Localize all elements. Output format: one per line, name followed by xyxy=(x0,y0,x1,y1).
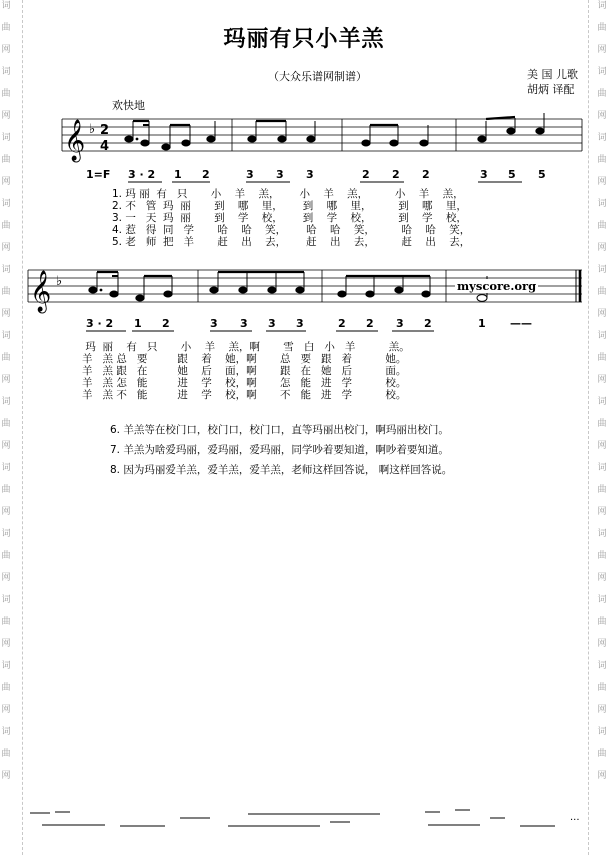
watermark-char: 曲 xyxy=(597,419,607,429)
watermark-char: 网 xyxy=(597,705,607,715)
watermark-char: 网 xyxy=(1,639,11,649)
lyric-line: 3. 一 天 玛 丽 到 学 校， 到 学 校， 到 学 校， xyxy=(112,212,467,224)
arranger-credit: 胡炳 译配 xyxy=(527,83,575,96)
page-continuation-mark: ... xyxy=(570,812,580,823)
flat-icon: ♭ xyxy=(56,274,63,289)
watermark-char: 网 xyxy=(597,45,607,55)
lyric-line: 5. 老 师 把 羊 赶 出 去， 赶 出 去， 赶 出 去， xyxy=(112,236,471,248)
jianpu-note: 3 xyxy=(480,168,488,181)
jianpu-note: 1 xyxy=(478,317,486,330)
jianpu-note: 5 xyxy=(508,168,516,181)
watermark-char: 词 xyxy=(1,1,11,11)
lyric-line: 4. 惹 得 同 学 哈 哈 笑， 哈 哈 笑， 哈 哈 笑， xyxy=(112,224,471,236)
watermark-char: 曲 xyxy=(597,23,607,33)
watermark-char: 网 xyxy=(597,243,607,253)
watermark-char: 词 xyxy=(1,331,11,341)
watermark-char: 曲 xyxy=(1,419,11,429)
time-sig-bottom: 4 xyxy=(100,139,110,154)
watermark-char: 曲 xyxy=(1,749,11,759)
watermark-char: 词 xyxy=(1,463,11,473)
treble-clef-icon: 𝄞 xyxy=(64,120,86,161)
watermark-char: 网 xyxy=(1,111,11,121)
jianpu-note: 2 xyxy=(366,317,374,330)
verse-8: 8. 因为玛丽爱羊羔，爱羊羔，爱羊羔，老师这样回答说， 啊这样回答说。 xyxy=(110,464,453,476)
watermark-char: 词 xyxy=(597,661,607,671)
watermark-char: 网 xyxy=(1,705,11,715)
watermark-char: 词 xyxy=(597,199,607,209)
jianpu-note: 1 xyxy=(134,317,142,330)
watermark-char: 曲 xyxy=(1,485,11,495)
jianpu-note: 3 xyxy=(246,168,254,181)
jianpu-note: 5 xyxy=(538,168,546,181)
footer-marks xyxy=(30,810,555,826)
jianpu-note: 3 xyxy=(210,317,218,330)
watermark-char: 词 xyxy=(597,595,607,605)
watermark-char: 词 xyxy=(597,67,607,77)
watermark-char: 词 xyxy=(1,727,11,737)
watermark-char: 网 xyxy=(1,441,11,451)
watermark-char: 词 xyxy=(597,463,607,473)
watermark-char: 曲 xyxy=(597,89,607,99)
lyric-line: 羊 羔 不 能 进 学 校，啊 不 能 进 学 校。 xyxy=(82,389,407,401)
watermark-char: 词 xyxy=(1,265,11,275)
watermark-char: 网 xyxy=(1,243,11,253)
jianpu-note: 1 xyxy=(174,168,182,181)
lyric-line: 羊 羔 怎 能 进 学 校，啊 怎 能 进 学 校。 xyxy=(82,377,407,389)
lyric-line: 羊 羔 总 要 跟 着 她，啊 总 要 跟 着 她。 xyxy=(82,353,407,365)
jianpu-note: 3 xyxy=(268,317,276,330)
jianpu-note: 2 xyxy=(162,317,170,330)
watermark-char: 词 xyxy=(1,661,11,671)
treble-clef-icon: 𝄞 xyxy=(30,271,52,312)
jianpu-note: 3 xyxy=(306,168,314,181)
watermark-char: 网 xyxy=(597,177,607,187)
watermark-char: 曲 xyxy=(1,155,11,165)
watermark-char: 曲 xyxy=(597,683,607,693)
watermark-char: 曲 xyxy=(597,155,607,165)
watermark-char: 网 xyxy=(1,507,11,517)
notes-row-2 xyxy=(89,272,487,301)
jianpu-note: 3 · 2 xyxy=(128,168,156,181)
watermark-char: 网 xyxy=(1,771,11,781)
jianpu-note: —— xyxy=(510,317,532,330)
watermark-char: 网 xyxy=(597,111,607,121)
watermark-char: 曲 xyxy=(597,617,607,627)
origin-credit: 美 国 儿歌 xyxy=(527,68,578,81)
watermark-char: 词 xyxy=(597,265,607,275)
jianpu-note: 2 xyxy=(362,168,370,181)
site-watermark: myscore.org xyxy=(457,279,537,293)
watermark-char: 曲 xyxy=(597,485,607,495)
flat-icon: ♭ xyxy=(89,122,96,137)
watermark-char: 曲 xyxy=(1,617,11,627)
notes-row-1 xyxy=(125,113,544,150)
watermark-char: 网 xyxy=(597,507,607,517)
source-note: （大众乐谱网制谱） xyxy=(268,70,367,83)
watermark-char: 曲 xyxy=(1,551,11,561)
jianpu-note: 2 xyxy=(202,168,210,181)
watermark-char: 网 xyxy=(1,45,11,55)
jianpu-note: 2 xyxy=(424,317,432,330)
lyric-line: 玛 丽 有 只 小 羊 羔，啊 雪 白 小 羊 羔。 xyxy=(82,341,410,353)
watermark-char: 曲 xyxy=(1,89,11,99)
watermark-char: 词 xyxy=(597,397,607,407)
watermark-char: 网 xyxy=(597,771,607,781)
watermark-char: 词 xyxy=(1,199,11,209)
watermark-char: 网 xyxy=(1,177,11,187)
jianpu-note: 2 xyxy=(392,168,400,181)
watermark-char: 曲 xyxy=(597,287,607,297)
watermark-char: 网 xyxy=(597,573,607,583)
watermark-char: 曲 xyxy=(597,749,607,759)
jianpu-note: 3 xyxy=(276,168,284,181)
jianpu-note: 3 xyxy=(296,317,304,330)
watermark-char: 词 xyxy=(1,529,11,539)
watermark-char: 曲 xyxy=(597,551,607,561)
watermark-char: 网 xyxy=(597,441,607,451)
watermark-char: 网 xyxy=(597,309,607,319)
song-title: 玛丽有只小羊羔 xyxy=(223,26,385,52)
lyric-line: 1. 玛 丽 有 只 小 羊 羔， 小 羊 羔， 小 羊 羔， xyxy=(112,188,464,200)
watermark-char: 网 xyxy=(597,639,607,649)
watermark-char: 曲 xyxy=(597,221,607,231)
key-signature: 1=F xyxy=(86,168,111,181)
watermark-char: 词 xyxy=(1,397,11,407)
time-sig-top: 2 xyxy=(100,123,110,138)
jianpu-note: 2 xyxy=(338,317,346,330)
verse-7: 7. 羊羔为啥爱玛丽，爱玛丽，爱玛丽，同学吵着要知道，啊吵着要知道。 xyxy=(110,444,449,456)
watermark-char: 曲 xyxy=(1,221,11,231)
watermark-char: 词 xyxy=(1,595,11,605)
watermark-char: 网 xyxy=(1,573,11,583)
tempo-marking: 欢快地 xyxy=(112,99,145,112)
watermark-char: 词 xyxy=(597,133,607,143)
watermark-char: 网 xyxy=(597,375,607,385)
jianpu-note: 3 xyxy=(396,317,404,330)
watermark-char: 词 xyxy=(597,331,607,341)
watermark-char: 词 xyxy=(1,67,11,77)
watermark-char: 曲 xyxy=(597,353,607,363)
watermark-char: 曲 xyxy=(1,683,11,693)
watermark-char: 曲 xyxy=(1,287,11,297)
lyric-line: 2. 不 管 玛 丽 到 哪 里， 到 哪 里， 到 哪 里， xyxy=(112,200,467,212)
jianpu-note: 3 · 2 xyxy=(86,317,114,330)
jianpu-note: 2 xyxy=(422,168,430,181)
watermark-char: 词 xyxy=(597,1,607,11)
watermark-char: 曲 xyxy=(1,23,11,33)
watermark-char: 网 xyxy=(1,309,11,319)
watermark-char: 网 xyxy=(1,375,11,385)
staff-row-1 xyxy=(62,119,582,151)
lyric-line: 羊 羔 跟 在 她 后 面，啊 跟 在 她 后 面。 xyxy=(82,365,407,377)
verse-6: 6. 羊羔等在校门口，校门口，校门口，直等玛丽出校门，啊玛丽出校门。 xyxy=(110,424,449,436)
watermark-char: 词 xyxy=(1,133,11,143)
watermark-char: 曲 xyxy=(1,353,11,363)
watermark-char: 词 xyxy=(597,727,607,737)
watermark-char: 词 xyxy=(597,529,607,539)
jianpu-note: 3 xyxy=(240,317,248,330)
